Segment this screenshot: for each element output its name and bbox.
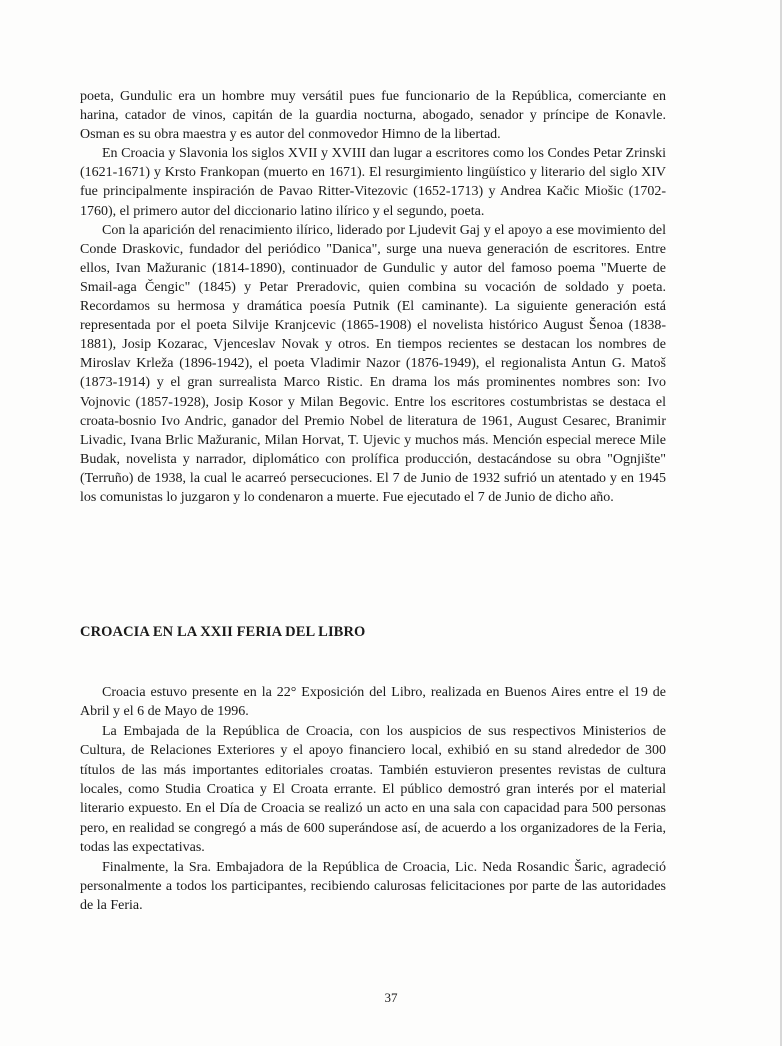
page-number: 37 bbox=[384, 990, 398, 1005]
paragraph-embajada: La Embajada de la República de Croacia, con los auspicios de sus respectivos Ministerios de Cultura, de Relaciones Exteriores y el apoyo financiero local, exhibió en su stand alrededor de 300 títulos de las más importantes editoriales croatas. También estuvieron presentes revistas de cultura locales, como Studia Croatica y El Croata errante. El público demostró gran interés por el material literario expuesto. En el Día de Croacia se realizó un acto en una sala con capacidad para 500 personas pero, en realidad se congregó a más de 600 superándose así, de acuerdo a los organizadores de la Feria, todas las expectativas. bbox=[80, 723, 666, 856]
paragraph-renacimiento-ilirico: Con la aparición del renacimiento ilírico, liderado por Ljudevit Gaj y el apoyo a ese movimiento del Conde Draskovic, fundador del periódico "Danica", surge una nueva generación de escritores. Entre ellos, Ivan Mažuranic (1814-1890), continuador de Gundulic y autor del famoso poema "Muerte de Smail-aga Čengic" (1845) y Petar Preradovic, quien combina su vocación de soldado y poeta. Recordamos su hermosa y dramática poesía Putnik (El caminante). La siguiente generación está representada por el poeta Silvije Kranjcevic (1865-1908) el novelista histórico August Šenoa (1838-1881), Josip Kozarac, Vjenceslav Novak y otros. En tiempos recientes se destacan los nombres de Miroslav Krleža (1896-1942), el poeta Vladimir Nazor (1876-1949), el regionalista Antun G. Matoš (1873-1914) y el gran surrealista Marco Ristic. En drama los más prominentes nombres son: Ivo Vojnovic (1857-1928), Josip Kosor y Milan Begovic. Entre los escritores costumbristas se destaca el croata-bosnio Ivo Andric, ganador del Premio Nobel de literatura de 1961, August Cesarec, Branimir Livadic, Ivana Brlic Mažuranic, Milan Horvat, T. Ujevic y muchos más. Mención especial merece Mile Budak, novelista y narrador, diplomático con prolífica producción, destacándose su obra "Ognjište" (Terruño) de 1938, la cual le acarreó persecuciones. El 7 de Junio de 1932 sufrió un atentado y en 1945 los comunistas lo juzgaron y lo condenaron a muerte. Fue ejecutado el 7 de Junio de dicho año. bbox=[80, 222, 666, 505]
book-fair-section bbox=[80, 683, 666, 916]
section-heading-feria: CROACIA EN LA XXII FERIA DEL LIBRO bbox=[80, 624, 366, 640]
paragraph-embajadora: Finalmente, la Sra. Embajadora de la República de Croacia, Lic. Neda Rosandic Šaric, agradeció personalmente a todos los participantes, recibiendo calurosas felicitaciones por parte de las autoridades de la Feria. bbox=[80, 859, 666, 914]
literature-section bbox=[80, 87, 666, 507]
paragraph-croacia-slavonia: En Croacia y Slavonia los siglos XVII y XVIII dan lugar a escritores como los Condes Petar Zrinski (1621-1671) y Krsto Frankopan (muerto en 1671). El resurgimiento lingüístico y literario del siglo XIV fue principalmente inspiración de Pavao Ritter-Vitezovic (1652-1713) y Andrea Kačic Miošic (1702-1760), el primero autor del diccionario latino ilírico y el segundo, poeta. bbox=[80, 146, 666, 219]
paragraph-exposicion: Croacia estuvo presente en la 22° Exposición del Libro, realizada en Buenos Aires entre el 19 de Abril y el 6 de Mayo de 1996. bbox=[80, 685, 666, 720]
paragraph-gundulic: poeta, Gundulic era un hombre muy versátil pues fue funcionario de la República, comerciante en harina, catador de vinos, capitán de la guardia nocturna, abogado, senador y príncipe de Konavle. Osman es su obra maestra y es autor del conmovedor Himno de la libertad. bbox=[80, 89, 666, 143]
